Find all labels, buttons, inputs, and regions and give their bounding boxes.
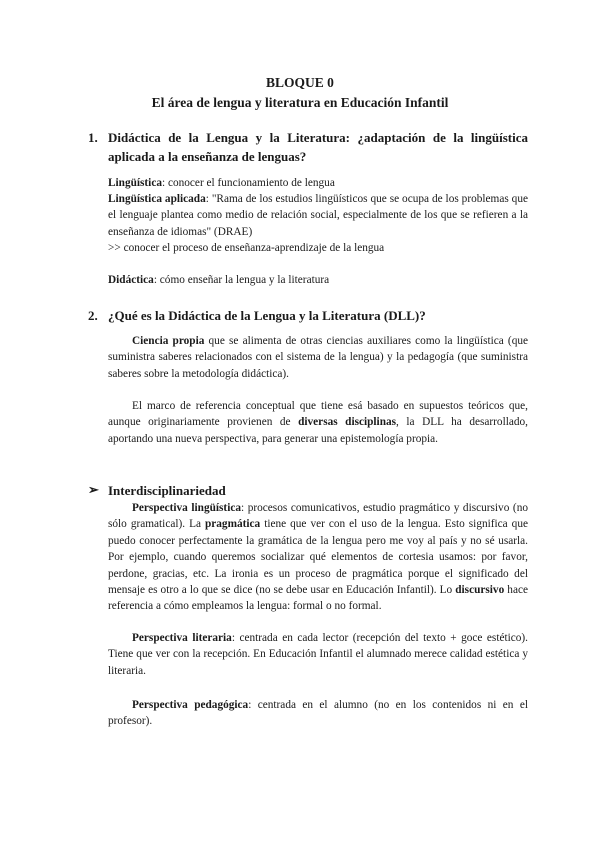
section-2-title: ¿Qué es la Didáctica de la Lengua y la Literatura (DLL)? bbox=[108, 308, 426, 323]
page-subtitle: El área de lengua y literatura en Educación Infantil bbox=[151, 95, 449, 110]
term: discursivo bbox=[455, 584, 505, 597]
term: Perspectiva literaria bbox=[132, 632, 232, 644]
definition: : cómo enseñar la lengua y la literatura bbox=[153, 274, 330, 286]
paragraph-ciencia-propia bbox=[108, 333, 528, 382]
definition-linguistica-aplicada bbox=[108, 191, 528, 240]
arrow-line: >> conocer el proceso de enseñanza-aprendizaje de la lengua bbox=[108, 242, 385, 254]
section-1-number: 1. bbox=[88, 130, 98, 145]
definition: : conocer el funcionamiento de lengua bbox=[162, 177, 335, 189]
term: Perspectiva lingüística bbox=[132, 502, 241, 514]
paragraph-text: El marco de referencia conceptual que tiene esá basado en supuestos teóricos que, aunque originariamente provienen de bbox=[108, 400, 528, 429]
paragraph-text: que se alimenta de otras ciencias auxiliares como la lingüística (que suministra saberes relacionados con el sistema de la lengua) y la pedagogía (que suministra saberes sobre la metodología didáctica). bbox=[108, 335, 529, 380]
section-2-heading bbox=[0, 307, 600, 327]
paragraph-text: : centrada en el alumno (no en los contenidos ni en el profesor). bbox=[108, 699, 528, 728]
section-2-number: 2. bbox=[88, 308, 98, 323]
interdisciplinariedad-heading bbox=[0, 482, 600, 500]
paragraph-marco-referencia bbox=[108, 398, 528, 447]
paragraph-text: hace referencia a cómo empleamos la lengua: formal o no formal. bbox=[108, 584, 528, 613]
term: Lingüística bbox=[108, 177, 162, 189]
paragraph-perspectiva-pedagogica bbox=[108, 697, 528, 730]
paragraph-perspectiva-linguistica bbox=[108, 500, 528, 615]
term: pragmática bbox=[204, 518, 261, 531]
paragraph-perspectiva-literaria bbox=[108, 630, 528, 679]
arrow-bullet-icon: ➢ bbox=[88, 482, 99, 497]
term: Perspectiva pedagógica bbox=[132, 699, 249, 711]
section-1-title: Didáctica de la Lengua y la Literatura: ¿adaptación de la lingüística aplicada a la enseñanza de lenguas? bbox=[108, 130, 528, 164]
block-title: BLOQUE 0 bbox=[266, 75, 334, 90]
term: Ciencia propia bbox=[132, 335, 205, 347]
definition-didactica bbox=[108, 272, 528, 288]
definition-linguistica bbox=[108, 175, 528, 191]
paragraph-text: tiene que ver con el uso de la lengua. Esto significa que puedo conocer perfectamente la gramática de la lengua pero me voy al país y no sé usarla. Por ejemplo, cuando queremos socializar qué elementos de cortesia usamos: por favor, perdone, gracias, etc. La ironia es un proceso de pragmática porque el significado del mensaje es otro a lo que se dice (no se debe usar en Educación Infantil). Lo bbox=[108, 518, 528, 597]
section-1-heading bbox=[0, 129, 600, 169]
paragraph-text: , la DLL ha desarrollado, aportando una nueva perspectiva, para generar una epistemología propia. bbox=[108, 416, 528, 445]
interdisciplinariedad-title: Interdisciplinariedad bbox=[108, 483, 226, 498]
paragraph-text: : procesos comunicativos, estudio pragmático y discursivo (no sólo gramatical). La bbox=[108, 502, 528, 531]
definition: : "Rama de los estudios lingüísticos que se ocupa de los problemas que el lenguaje plantea como medio de relación social, especialmente de los que se refieren a la enseñanza de idiomas" (DRAE) bbox=[108, 193, 528, 238]
term: Didáctica bbox=[108, 274, 154, 286]
term: Lingüística aplicada bbox=[108, 193, 206, 205]
paragraph-text: : centrada en cada lector (recepción del texto + goce estético). Tiene que ver con la recepción. En Educación Infantil el alumnado merece calidad estética y literaria. bbox=[108, 632, 528, 677]
term: diversas disciplinas bbox=[298, 416, 397, 429]
